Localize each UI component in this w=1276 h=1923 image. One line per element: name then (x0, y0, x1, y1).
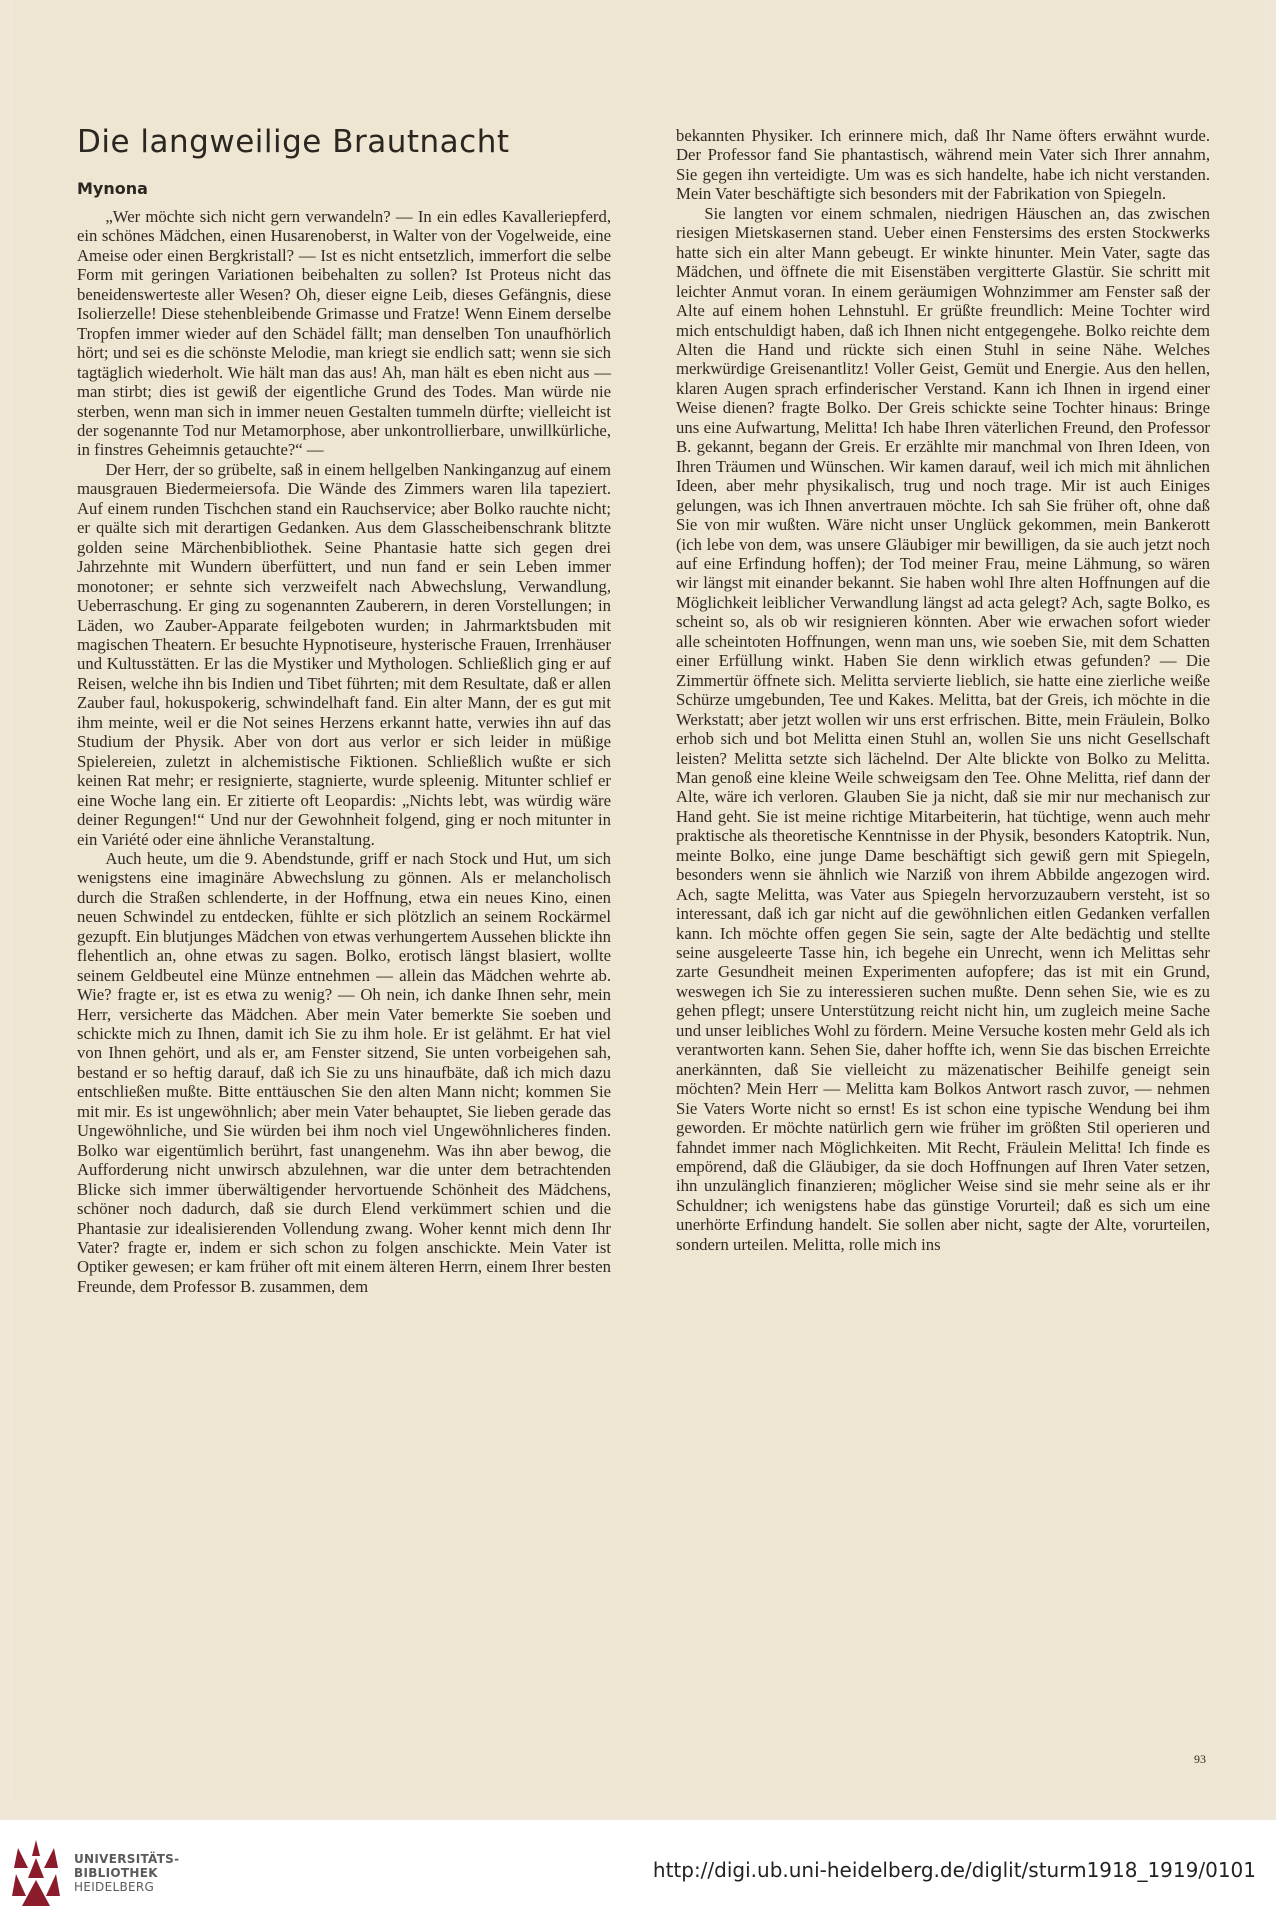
university-library-logo-icon (10, 1838, 62, 1908)
paragraph: bekannten Physiker. Ich erinnere mich, daß Ihr Name öfters erwähnt wurde. Der Professor fand Sie phantastisch, während mein Vater sich Ihrer annahm, Sie gegen ihn verteidigte. Um was es sich handelte, habe ich nicht verstanden. Mein Vater beschäftigte sich besonders mit der Fabrikation von Spiegeln. (676, 126, 1210, 204)
article-author: Mynona (77, 179, 148, 198)
paragraph: „Wer möchte sich nicht gern verwandeln? — In ein edles Kavalleriepferd, ein schönes Mädchen, einen Husarenoberst, in Walter von der Vogelweide, eine Ameise oder einen Bergkristall? — Ist es nicht entsetzlich, immerfort die selbe Form mit geringen Variationen beibehalten zu sollen? Ist Proteus nicht das beneidenswerteste aller Wesen? Oh, dieser eigne Leib, dieses Gefängnis, diese Isolierzelle! Diese stehenbleibende Grimasse und Fratze! Wenn Einem derselbe Tropfen immer wieder auf den Schädel fällt; man denselben Ton unaufhörlich hört; und sei es die schönste Melodie, man kriegt sie endlich satt; wenn sie sich tagtäglich wiederholt. Wie hält man das aus! Ah, man hält es eben nicht aus — man stirbt; dies ist gewiß der eigentliche Grund des Todes. Man würde nie sterben, wenn man sich in immer neuen Gestalten tummeln dürfte; vielleicht ist der sogenannte Tod nur Metamorphose, aber unkontrollierbare, unwillkürliche, in finstres Geheimnis getauchte?“ — (77, 207, 611, 460)
library-name-line: UNIVERSITÄTS- (74, 1852, 180, 1866)
source-url-link[interactable]: http://digi.ub.uni-heidelberg.de/diglit/sturm1918_1919/0101 (652, 1858, 1256, 1882)
library-name (74, 1852, 179, 1894)
right-column (676, 126, 1210, 1254)
article-title: Die langweilige Brautnacht (77, 124, 510, 160)
paragraph: Der Herr, der so grübelte, saß in einem hellgelben Nankinganzug auf einem mausgrauen Biedermeiersofa. Die Wände des Zimmers waren lila tapeziert. Auf einem runden Tischchen stand ein Rauchservice; aber Bolko rauchte nicht; er quälte sich mit derartigen Gedanken. Aus dem Glasscheibenschrank blitzte golden seine Märchenbibliothek. Seine Phantasie hatte sich gegen drei Jahrzehnte mit Wundern überfüttert, und nun fand er sein Leben immer monotoner; er sehnte sich verzweifelt nach Abwechslung, Verwandlung, Ueberraschung. Er ging zu sogenannten Zauberern, in deren Vorstellungen; in Läden, wo Zauber-Apparate feilgeboten wurden; in Jahrmarktsbuden mit magischen Theatern. Er besuchte Hypnotiseure, hysterische Frauen, Irrenhäuser und Kultusstätten. Er las die Mystiker und Mythologen. Schließlich ging er auf Reisen, welche ihn bis Indien und Tibet führten; mit dem Resultate, daß er allen Zauber faul, hokuspokerig, schwindelhaft fand. Ein alter Mann, der es gut mit ihm meinte, weil er die Not seines Herzens erkannt hatte, verwies ihn auf das Studium der Physik. Aber von dort aus verlor er sich leider in müßige Spielereien, zuletzt in alchemistische Fiktionen. Schließlich wußte er sich keinen Rat mehr; er resignierte, stagnierte, wurde spleenig. Mitunter schlief er eine Woche lang ein. Er zitierte oft Leopardis: „Nichts lebt, was würdig wäre deiner Regungen!“ Und nur der Gewohnheit folgend, ging er noch mitunter in ein Variété oder eine ähnliche Veranstaltung. (77, 459, 611, 849)
library-name-line: BIBLIOTHEK (74, 1866, 158, 1880)
library-name-line: HEIDELBERG (74, 1880, 155, 1894)
paragraph: Sie langten vor einem schmalen, niedrigen Häuschen an, das zwischen riesigen Mietskasernen stand. Ueber einen Fenstersims des ersten Stockwerks hatte sich ein alter Mann gebeugt. Er winkte hinunter. Mein Vater, sagte das Mädchen, und öffnete die mit Eisenstäben vergitterte Glastür. Sie schritt mit leichter Anmut voran. In einem geräumigen Wohnzimmer am Fenster saß der Alte auf einem hohen Lehnstuhl. Er grüßte freundlich: Meine Tochter wird mich entschuldigt haben, daß ich Ihnen nicht entgegengehe. Bolko reichte dem Alten die Hand und rückte sich einen Stuhl in seine Nähe. Welches merkwürdige Greisenantlitz! Voller Geist, Gemüt und Energie. Aus den hellen, klaren Augen sprach erfinderischer Verstand. Kann ich Ihnen in irgend einer Weise dienen? fragte Bolko. Der Greis schickte seine Tochter hinaus: Bringe uns eine Aufwartung, Melitta! Ich habe Ihren väterlichen Freund, den Professor B. gekannt, begann der Greis. Er erzählte mir manchmal von Ihren Ideen, von Ihren Träumen und Wünschen. Wir kamen darauf, weil ich mich mit ähnlichen Ideen, aber mehr physikalisch, trug und noch trage. Mir ist auch Einiges gelungen, was ich Ihnen anvertrauen möchte. Ich sah Sie früher oft, ohne daß Sie von mir wußten. Wäre nicht unser Unglück gekommen, mein Bankerott (ich lebe von dem, was unsere Gläubiger mir bewilligen, da sie auch jetzt noch auf eine Erfindung hoffen); der Tod meiner Frau, meine Lähmung, so wären wir längst mit einander bekannt. Sie haben wohl Ihre alten Hoffnungen auf die Möglichkeit leiblicher Verwandlung längst ad acta gelegt? Ach, sagte Bolko, es scheint so, als ob wir resignieren könnten. Aber wie erwachen sofort wieder alle scheintoten Hoffnungen, wenn man uns, wie soeben Sie, mit dem Schatten einer Erfüllung winkt. Haben Sie denn wirklich etwas gefunden? — Die Zimmertür öffnete sich. Melitta servierte lieblich, sie hatte eine zierliche weiße Schürze umgebunden, Tee und Kakes. Melitta, bat der Greis, ich möchte in die Werkstatt; aber jetzt wollen wir uns erst erfrischen. Bitte, mein Fräulein, Bolko erhob sich und bot Melitta einen Stuhl an, wollen Sie uns nicht Gesellschaft leisten? Melitta setzte sich lächelnd. Der Alte blickte von Bolko zu Melitta. Man genoß eine kleine Weile schweigsam den Tee. Ohne Melitta, rief dann der Alte, wäre ich verloren. Glauben Sie ja nicht, daß sie mir nur mechanisch zur Hand geht. Sie ist meine richtige Mitarbeiterin, hat tüchtige, wenn auch mehr praktische als theoretische Kenntnisse in der Physik, besonders Katoptrik. Nun, meinte Bolko, eine junge Dame beschäftigt sich gewiß gern mit Spiegeln, besonders wenn sie ähnlich wie Narziß von ihrem Abbilde angezogen wird. Ach, sagte Melitta, was Vater aus Spiegeln hervorzuzaubern versteht, ist so interessant, daß ich gar nicht auf die gewöhnlichen eitlen Gedanken verfallen kann. Ich möchte offen gegen Sie sein, sagte der Alte bedächtig und stellte seine ausgeleerte Tasse hin, ich begehe ein Unrecht, wenn ich Melittas sehr zarte Gesundheit meinen Experimenten aufopfere; das ist mit ein Grund, weswegen ich Sie zu interessieren suchen mußte. Denn sehen Sie, wie es zu gehen pflegt; unsere Unterstützung reicht nicht hin, um zugleich meine Sache und unser leibliches Wohl zu fördern. Meine Versuche kosten mehr Geld als ich verantworten kann. Sehen Sie, daher hoffte ich, wenn Sie das bischen Erreichte anerkännten, daß Sie vielleicht zu mäzenatischer Beihilfe geneigt sein möchten? Mein Herr — Melitta kam Bolkos Antwort rasch zuvor, — nehmen Sie Vaters Worte nicht so ernst! Es ist schon eine typische Wendung bei ihm geworden. Er möchte natürlich gern wie früher im größten Stil operieren und fahndet immer nach Möglichkeiten. Mit Recht, Fräulein Melitta! Ich finde es empörend, daß die Gläubiger, da sie doch Hoffnungen auf Ihren Vater setzen, ihn unzulänglich finanzieren; möglicher Weise sind sie mehr seine als er ihr Schuldner; ich wenigstens habe das günstige Vorurteil; daß es sich um eine unerhörte Erfindung handelt. Sie sollen aber nicht, sagte der Alte, vorurteilen, sondern urteilen. Melitta, rolle mich ins (676, 203, 1210, 1254)
page-number: 93 (1194, 1752, 1206, 1766)
left-column (77, 207, 611, 1296)
paragraph: Auch heute, um die 9. Abendstunde, griff er nach Stock und Hut, um sich wenigstens eine imaginäre Abwechslung zu gönnen. Als er melancholisch durch die Straßen schlenderte, in der Hoffnung, etwa ein neues Kino, einen neuen Schwindel zu entdecken, fühlte er sich plötzlich an seinem Rockärmel gezupft. Ein blutjunges Mädchen von etwas verhungertem Aussehen blickte ihn flehentlich an, ohne etwas zu sagen. Bolko, erotisch längst blasiert, wollte seinem Geldbeutel eine Münze entnehmen — allein das Mädchen wehrte ab. Wie? fragte er, ist es etwa zu wenig? — Oh nein, ich danke Ihnen sehr, mein Herr, versicherte das Mädchen. Aber mein Vater bemerkte Sie soeben und schickte mich zu Ihnen, damit ich Sie zu ihm hole. Er ist gelähmt. Er hat viel von Ihnen gehört, und als er, am Fenster sitzend, Sie unten vorbeigehen sah, bestand er so heftig darauf, daß ich Sie zu uns hinaufbäte, daß ich mich dazu entschließen mußte. Bitte enttäuschen Sie den alten Mann nicht; kommen Sie mit mir. Es ist ungewöhnlich; aber mein Vater behauptet, Sie lieben gerade das Ungewöhnliche, und Sie würden bei ihm noch viel Ungewöhnlicheres finden. Bolko war eigentümlich berührt, fast unangenehm. Was ihn aber bewog, die Aufforderung nicht unwirsch abzulehnen, war die unter dem betrachtenden Blicke sich immer überwältigender hervortuende Schönheit des Mädchens, schöner noch dadurch, daß sie durch Elend verkümmert schien und die Phantasie zur idealisierenden Vollendung zwang. Woher kennt mich denn Ihr Vater? fragte er, indem er sich schon zu folgen anschickte. Mein Vater ist Optiker gewesen; er kam früher oft mit einem älteren Herrn, einem Ihrer besten Freunde, dem Professor B. zusammen, dem (77, 848, 611, 1296)
footer-bar (0, 1820, 1276, 1923)
scanned-page (14, 0, 1264, 1800)
